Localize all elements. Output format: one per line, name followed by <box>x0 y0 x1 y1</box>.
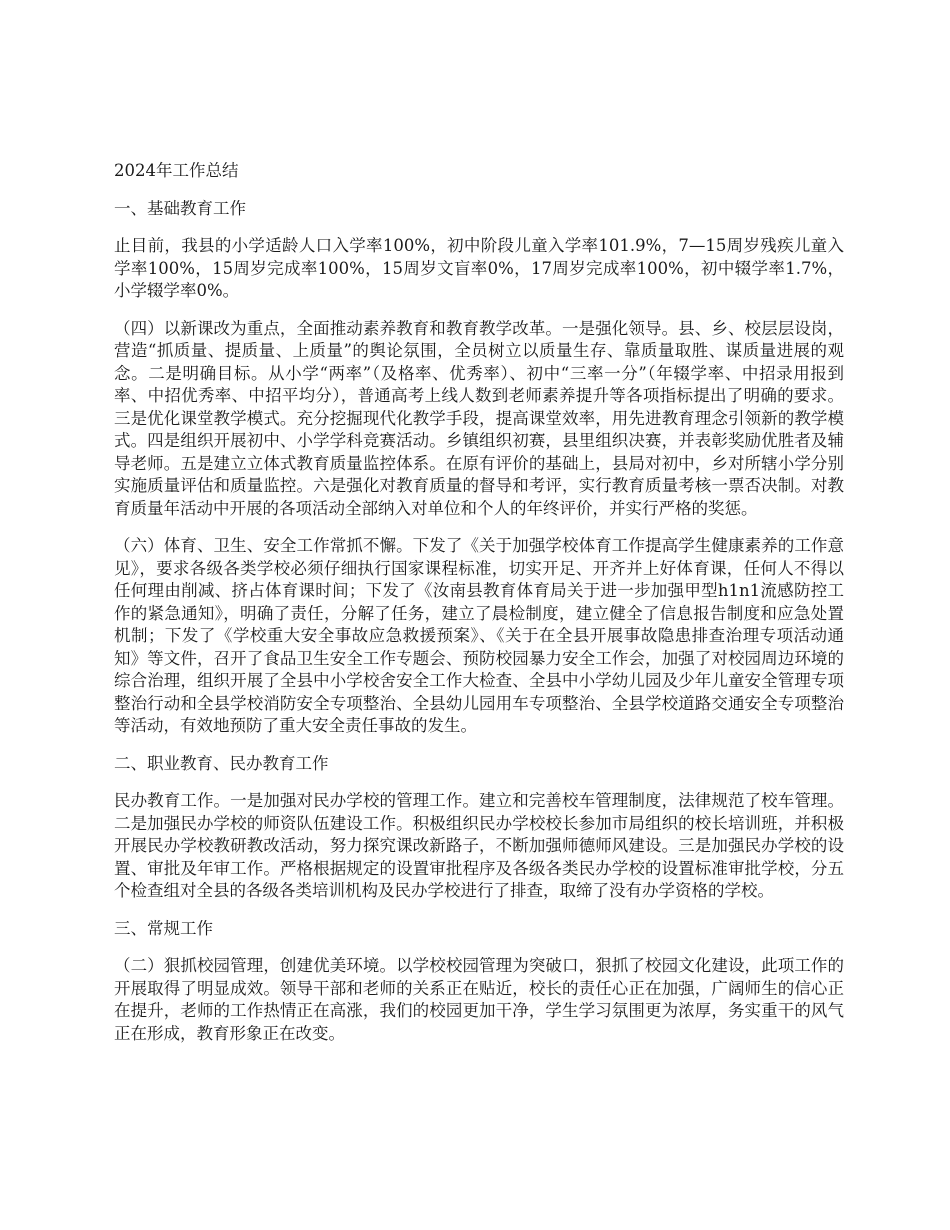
paragraph-sports-health-safety: （六）体育、卫生、安全工作常抓不懈。下发了《关于加强学校体育工作提高学生健康素养的工作意见》，要求各级各类学校必须仔细执行国家课程标准，切实开足、开齐并上好体育课，任何人不得以任何理由削减、挤占体育课时间；下发了《汝南县教育体育局关于进一步加强甲型h1n1流感防控工作的紧急通知》，明确了责任，分解了任务，建立了晨检制度，建立健全了信息报告制度和应急处置机制；下发了《学校重大安全事故应急救援预案》、《关于在全县开展事故隐患排查治理专项活动通知》等文件，召开了食品卫生安全工作专题会、预防校园暴力安全工作会，加强了对校园周边环境的综合治理，组织开展了全县中小学校舍安全工作大检查、全县中小学幼儿园及少年儿童安全管理专项整治行动和全县学校消防安全专项整治、全县幼儿园用车专项整治、全县学校道路交通安全专项整治等活动，有效地预防了重大安全责任事故的发生。 <box>114 536 844 735</box>
paragraph-curriculum-reform: （四）以新课改为重点，全面推动素养教育和教育教学改革。一是强化领导。县、乡、校层层设岗，营造“抓质量、提质量、上质量”的舆论氛围，全员树立以质量生存、靠质量取胜、谋质量进展的观念。二是明确目标。从小学“两率”（及格率、优秀率）、初中“三率一分”（年辍学率、中招录用报到率、中招优秀率、中招平均分），普通高考上线人数到老师素养提升等各项指标提出了明确的要求。三是优化课堂教学模式。充分挖掘现代化教学手段，提高课堂效率，用先进教育理念引领新的教学模式。四是组织开展初中、小学学科竞赛活动。乡镇组织初赛，县里组织决赛，并表彰奖励优胜者及辅导老师。五是建立立体式教育质量监控体系。在原有评价的基础上，县局对初中，乡对所辖小学分别实施质量评估和质量监控。六是强化对教育质量的督导和考评，实行教育质量考核一票否决制。对教育质量年活动中开展的各项活动全部纳入对单位和个人的年终评价，并实行严格的奖惩。 <box>114 318 844 518</box>
section-heading-vocational-private-education: 二、职业教育、民办教育工作 <box>114 753 329 773</box>
paragraph-campus-management: （二）狠抓校园管理，创建优美环境。以学校校园管理为突破口，狠抓了校园文化建设，此项工作的开展取得了明显成效。领导干部和老师的关系正在贴近，校长的责任心正在加强，广阔师生的信心正在提升，老师的工作热情正在高涨，我们的校园更加干净，学生学习氛围更为浓厚，务实重干的风气正在形成，教育形象正在改变。 <box>114 956 844 1043</box>
paragraph-enrollment-rates: 止目前，我县的小学适龄人口入学率100%，初中阶段儿童入学率101.9%，7—15周岁残疾儿童入学率100%，15周岁完成率100%，15周岁文盲率0%，17周岁完成率100%，初中辍学率1.7%，小学辍学率0%。 <box>114 236 844 300</box>
section-heading-basic-education: 一、基础教育工作 <box>114 198 246 218</box>
document-body <box>114 160 844 1060</box>
paragraph-private-education: 民办教育工作。一是加强对民办学校的管理工作。建立和完善校车管理制度，法律规范了校车管理。二是加强民办学校的师资队伍建设工作。积极组织民办学校校长参加市局组织的校长培训班，并积极开展民办学校教研教改活动，努力探究课改新路子，不断加强师德师风建设。三是加强民办学校的设置、审批及年审工作。严格根据规定的设置审批程序及各级各类民办学校的设置标准审批学校，分五个检查组对全县的各级各类培训机构及民办学校进行了排查，取缔了没有办学资格的学校。 <box>114 791 844 900</box>
section-heading-routine-work: 三、常规工作 <box>114 918 213 938</box>
document-title: 2024年工作总结 <box>114 161 239 180</box>
